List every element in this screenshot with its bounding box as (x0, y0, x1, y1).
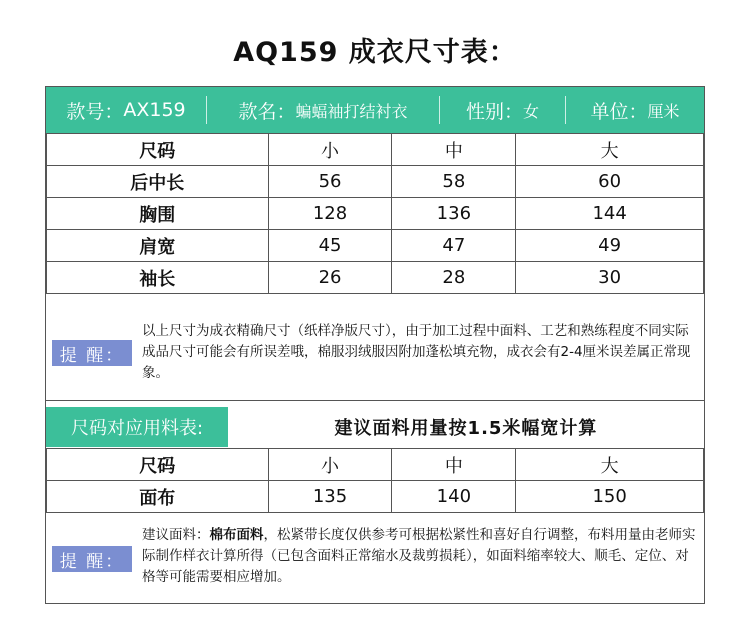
row-label: 胸围 (47, 198, 269, 230)
gender-value: 女 (523, 101, 540, 121)
column-header: 中 (392, 134, 516, 166)
page-title: AQ159 成衣尺寸表： (233, 37, 517, 68)
row-label: 面布 (47, 481, 269, 513)
size-chart-frame (45, 86, 705, 604)
unit-value: 厘米 (647, 101, 680, 121)
style-name-label: 款名： (238, 100, 296, 123)
column-header: 大 (516, 449, 704, 481)
row-label: 后中长 (47, 166, 269, 198)
fabric-emphasis: 棉布面料 (209, 527, 264, 543)
table-cell: 144 (516, 198, 704, 230)
table-cell: 56 (268, 166, 392, 198)
product-info-bar (46, 87, 704, 133)
table-cell: 150 (516, 481, 704, 513)
unit-label: 单位： (590, 100, 648, 123)
table-cell: 47 (392, 230, 516, 262)
table-cell: 140 (392, 481, 516, 513)
reminder-badge: 提 醒： (52, 340, 132, 366)
fabric-prefix: 建议面料： (142, 527, 210, 543)
style-number-label: 款号： (66, 100, 124, 123)
reminder-text: 以上尺寸为成衣精确尺寸（纸样净版尺寸），由于加工过程中面料、工艺和熟练程度不同实际成品尺寸可能会有所误差哦，棉服羽绒服因附加蓬松填充物，成衣会有2-4厘米误差属正常现象。 (142, 323, 691, 381)
table-cell: 28 (392, 262, 516, 294)
column-header: 小 (268, 449, 392, 481)
table-cell: 135 (268, 481, 392, 513)
style-name-value: 蝙蝠袖打结衬衣 (295, 101, 408, 121)
fabric-section-heading: 建议面料用量按1.5米幅宽计算 (334, 418, 598, 439)
fabric-section-header (46, 407, 704, 447)
column-header: 尺码 (47, 134, 269, 166)
column-header: 尺码 (47, 449, 269, 481)
table-header-row (47, 134, 704, 166)
size-table (46, 133, 704, 294)
fabric-table (46, 448, 704, 513)
table-cell: 26 (268, 262, 392, 294)
table-cell: 58 (392, 166, 516, 198)
table-cell: 60 (516, 166, 704, 198)
fabric-reminder-note (46, 513, 704, 603)
reminder-note (46, 305, 704, 401)
style-number-value: AX159 (123, 99, 186, 121)
fabric-section-tag: 尺码对应用料表: (46, 407, 228, 447)
table-cell: 45 (268, 230, 392, 262)
table-cell: 136 (392, 198, 516, 230)
table-row (47, 230, 704, 262)
reminder-badge: 提 醒： (52, 546, 132, 572)
table-header-row (47, 449, 704, 481)
table-row (47, 262, 704, 294)
column-header: 大 (516, 134, 704, 166)
table-cell: 49 (516, 230, 704, 262)
column-header: 中 (392, 449, 516, 481)
style-name (207, 87, 439, 133)
row-label: 肩宽 (47, 230, 269, 262)
fabric-reminder-text (142, 525, 698, 588)
gender-label: 性别： (465, 100, 523, 123)
column-header: 小 (268, 134, 392, 166)
style-number (46, 87, 206, 133)
table-row (47, 481, 704, 513)
fabric-note-body: ，松紧带长度仅供参考可根据松紧性和喜好自行调整，布料用量由老师实际制作样衣计算所得（已包含面料正常缩水及裁剪损耗），如面料缩率较大、顺毛、定位、对格等可能需要相应增加。 (142, 527, 696, 585)
gender (440, 87, 565, 133)
table-cell: 128 (268, 198, 392, 230)
row-label: 袖长 (47, 262, 269, 294)
unit (566, 87, 704, 133)
table-cell: 30 (516, 262, 704, 294)
table-row (47, 198, 704, 230)
table-row (47, 166, 704, 198)
